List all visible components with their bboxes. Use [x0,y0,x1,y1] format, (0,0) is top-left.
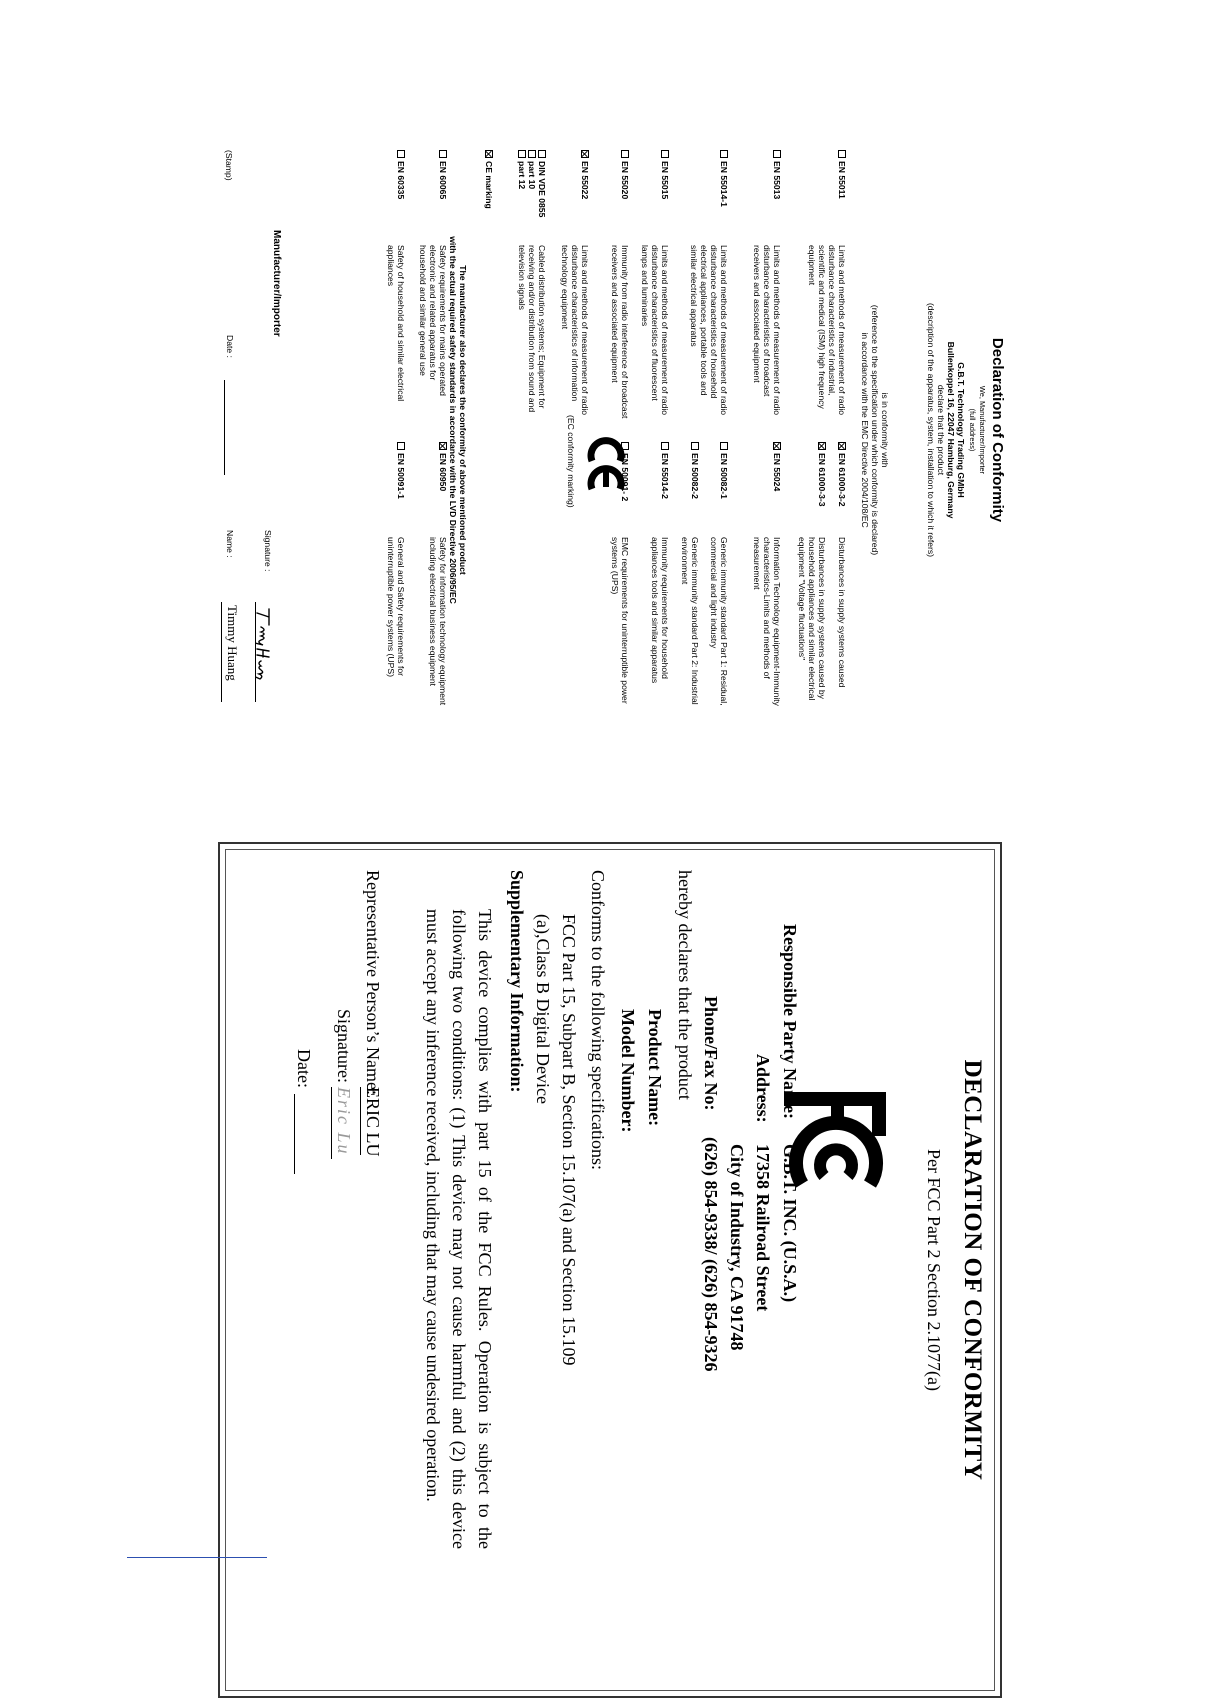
fcc-signature-value: Eric Lu [334,1087,354,1156]
fcc-signature-underline [331,1087,332,1159]
ce-header [926,150,986,710]
fcc-date-label: Date: [294,1049,314,1088]
supplementary-text: This device complies with part 15 of the FCC Rules. Operation is subject to the following two conditions: (1) This device may not cause harmful and (2) this device must accept any inference received, including that may cause undesired operation. [423,909,495,1549]
ce-mark-caption: (EC conformity marking) [566,415,576,508]
fcc-subtitle: Per FCC Part 2 Section 2.1077(a) [924,1149,944,1391]
spec-line2: (a),Class B Digital Device [533,914,553,1104]
checked-box-icon [439,442,447,450]
rep-name-value: ERIC LU [363,1087,383,1157]
checkbox-icon [661,442,669,450]
ce-mark-logo [586,435,626,495]
checkbox-icon [397,150,405,158]
phone-value: (626) 854-9338/ (626) 854-9326 [701,1137,721,1372]
name-line [221,602,222,702]
fcc-signature-label: Signature: [334,1009,354,1083]
checkbox-icon [773,150,781,158]
checkbox-icon [661,150,669,158]
checkbox-icon [691,442,699,450]
checkbox-icon [518,150,526,158]
date-label: Date : [225,335,235,358]
date-line [224,380,225,475]
party-label: Responsible Party Name: [780,924,800,1119]
checked-box-icon [773,442,781,450]
checked-box-icon [818,442,826,450]
signature-line [255,602,256,702]
manufacturer-label: Manufacturer/Importer [271,230,282,337]
checkbox-icon [720,150,728,158]
checked-box-icon [581,150,589,158]
checkbox-icon [720,442,728,450]
ce-header-line: declare that the product [936,384,946,476]
address-label: Address: [753,1054,773,1123]
rep-name-underline [360,1087,361,1155]
checkbox-icon [538,150,546,158]
checkbox-icon [397,442,405,450]
ce-header-line: We, Manufacturer/Importer [978,385,987,475]
checkbox-icon [621,150,629,158]
ce-title: Declaration of Conformity [989,337,1006,523]
address-line1: 17358 Railroad Street [753,1144,773,1312]
checkbox-icon [439,150,447,158]
declares-text: hereby declares that the product [675,870,695,1100]
checked-box-icon [485,150,493,158]
fcc-date-underline [294,1094,295,1174]
ce-header-line: (description of the apparatus, system, installation to which it refers) [926,302,936,558]
party-value: G.B.T. INC. (U.S.A.) [780,1144,800,1303]
checked-box-icon [838,442,846,450]
checkbox-icon [528,150,536,158]
conforms-text: Conforms to the following specifications: [588,870,608,1170]
phone-label: Phone/Fax No: [701,996,721,1111]
ce-conformity-line: (reference to the specification under which conformity is declared) [870,304,880,556]
ce-address: Bullenkoppel 16, 22047 Hamburg, Germany [946,341,956,519]
model-number-label: Model Number: [618,1009,638,1133]
signature-label: Signature : [263,530,273,572]
fcc-inner-border [225,849,995,1691]
fcc-declaration [218,842,1002,1698]
checkbox-icon [838,150,846,158]
spec-line1: FCC Part 15, Subpart B, Section 15.107(a) and Section 15.109 [559,914,579,1366]
stamp-label: (Stamp) [224,150,234,181]
address-line2: City of Industry, CA 91748 [727,1144,747,1351]
ce-conformity-line: is in conformity with [880,392,890,468]
name-label: Name : [225,530,235,558]
product-name-label: Product Name: [645,1009,665,1127]
ce-company: G.B.T. Technology Trading GMbH [956,362,966,498]
ce-declaration: Declaration of Conformity We, Manufacturer/Importer (full address) G.B.T. Technology Trading GMbH Bullenkoppel 16, 22047 Hamburg, Germany declare that the product (description of the apparatus, system, installation to which it refers) is in conformity with (reference to the specification under which conformity is declared) in accordance with the EMC Directive 2004/108/EC EN 55011 Limits and methods of measurement of radio disturbance characteristics of industrial, scientific and medical (ISM) high frequency equipment EN 55013 Limits and methods of measurement of radio disturbance characteristics of broadcast receivers and associated equipment EN 55014-1 Limits and methods of measurement of radio disturbance characteristics of household electrical appliances, portable tools and similar electrical apparatus EN 55015 Limits and methods of measurement of radio disturbance characteristics of fluorescent lamps and luminaries EN 55020 Immunity from radio interference of broadcast receivers and associated equipment EN 55022 Limits and methods of measurement of radio disturbance characteristics of information technology equipment DIN VDE 0855 Cabled distribution systems; Equipment for receiving and/or distribution from sound and television signals part 10 part 12 CE marking EN 60065 Safety requirements for mains operated electronic and related apparatus for household and similar general use EN 60335 Safety of household and similar electrical appliances EN 61000-3-2 Disturbances in supply systems caused EN 61000-3-3 Disturbances in supply systems caused by household appliances and similar electrical equipment "Voltage fluctuations" EN 55024 Information Technology equipment-Immunity characteristics-Limits and methods of measurement EN 50082-1 Generic immunity standard Part 1: Residual, commercial and light industry EN 50082-2 Generic immunity standard Part 2: Industrial environment EN 55014-2 Immunity requirements for household appliances tools and similar apparatus EN 50091- 2 EMC requirements for uninterruptible power systems (UPS) EN 60950 Safety for information technology equipment including electrical business equipment EN 50091-1 General and Safety requirements for uninterruptible power systems (UPS) (EC conformity marking) The manufacturer also declares the conformity of above mentioned product with the actual required safety standards in accordance with the LVD Directive 2006/95/EC Manufacturer/Importer Signature : (Stamp) Date : Name : Timmy Huang [210,150,1010,710]
ce-header-line: (full address) [968,408,977,452]
name-value: Timmy Huang [225,605,240,681]
handwritten-signature [255,605,273,695]
page-divider-line [127,1557,267,1558]
ce-conformity [860,150,890,710]
fcc-title: DECLARATION OF CONFORMITY [959,1059,986,1481]
ce-conformity-line: in accordance with the EMC Directive 2004/108/EC [860,332,870,528]
supplementary-label: Supplementary Information: [507,870,527,1093]
rep-name-label: Representative Person’s Name: [363,870,383,1095]
lvd-declaration: The manufacturer also declares the conformity of above mentioned product with the actual required safety standards in accordance with the LVD Directive 2006/95/EC [447,236,468,604]
